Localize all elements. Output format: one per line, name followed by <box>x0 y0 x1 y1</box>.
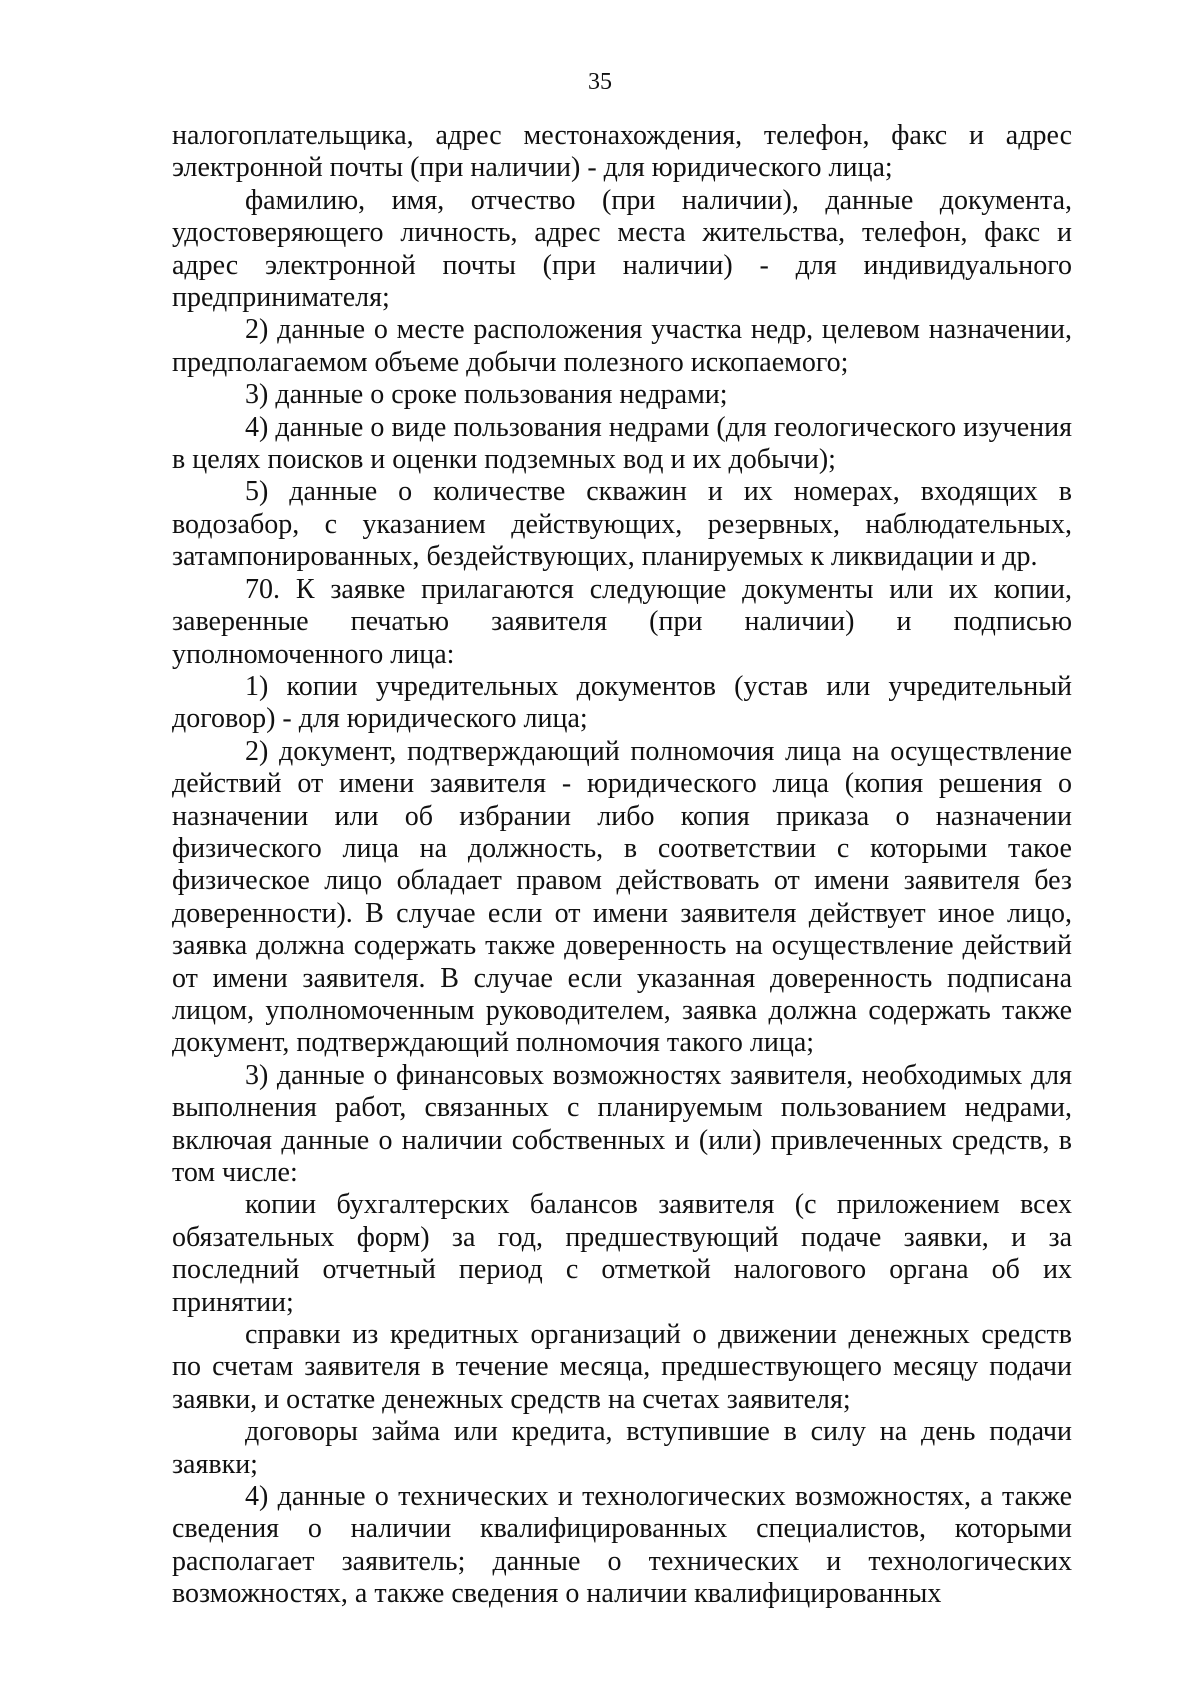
paragraph: 4) данные о технических и технологических возможностях, а также сведения о наличии квалифицированных специалистов, которыми располагает заявитель; данные о технических и технологических возможностях, а также сведения о наличии квалифицированных <box>172 1481 1072 1610</box>
paragraph: справки из кредитных организаций о движении денежных средств по счетам заявителя в течение месяца, предшествующего месяцу подачи заявки, и остатке денежных средств на счетах заявителя; <box>172 1319 1072 1415</box>
document-body <box>172 120 1072 1611</box>
paragraph: 2) документ, подтверждающий полномочия лица на осуществление действий от имени заявителя - юридического лица (копия решения о назначении или об избрании либо копия приказа о назначении физического лица на должность, в соответствии с которыми такое физическое лицо обладает правом действовать от имени заявителя без доверенности). В случае если от имени заявителя действует иное лицо, заявка должна содержать также доверенность на осуществление действий от имени заявителя. В случае если указанная доверенность подписана лицом, уполномоченным руководителем, заявка должна содержать также документ, подтверждающий полномочия такого лица; <box>172 735 1072 1059</box>
paragraph: 1) копии учредительных документов (устав или учредительный договор) - для юридического лица; <box>172 670 1072 735</box>
paragraph: 2) данные о месте расположения участка недр, целевом назначении, предполагаемом объеме добычи полезного ископаемого; <box>172 314 1072 378</box>
paragraph: 5) данные о количестве скважин и их номерах, входящих в водозабор, с указанием действующих, резервных, наблюдательных, затампонированных, бездействующих, планируемых к ликвидации и др. <box>172 476 1072 573</box>
paragraph: договоры займа или кредита, вступившие в силу на день подачи заявки; <box>172 1416 1072 1480</box>
paragraph: 3) данные о сроке пользования недрами; <box>245 379 728 411</box>
page-number: 35 <box>588 69 612 95</box>
paragraph: 3) данные о финансовых возможностях заявителя, необходимых для выполнения работ, связанных с планируемым пользованием недрами, включая данные о наличии собственных и (или) привлеченных средств, в том числе: <box>172 1059 1072 1188</box>
paragraph: 4) данные о виде пользования недрами (для геологического изучения в целях поисков и оценки подземных вод и их добычи); <box>172 411 1072 476</box>
paragraph: фамилию, имя, отчество (при наличии), данные документа, удостоверяющего личность, адрес места жительства, телефон, факс и адрес электронной почты (при наличии) - для индивидуального предпринимателя; <box>172 184 1072 314</box>
paragraph: копии бухгалтерских балансов заявителя (с приложением всех обязательных форм) за год, предшествующий подаче заявки, и за последний отчетный период с отметкой налогового органа об их принятии; <box>172 1189 1072 1318</box>
paragraph: 70. К заявке прилагаются следующие документы или их копии, заверенные печатью заявителя (при наличии) и подписью уполномоченного лица: <box>172 573 1072 670</box>
paragraph: налогоплательщика, адрес местонахождения, телефон, факс и адрес электронной почты (при наличии) - для юридического лица; <box>172 120 1072 184</box>
